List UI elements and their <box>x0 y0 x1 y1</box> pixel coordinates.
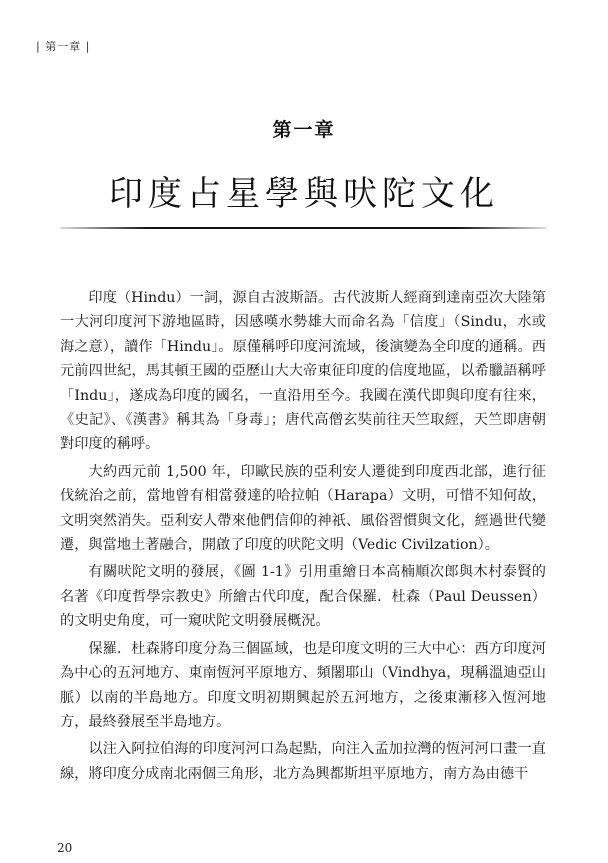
paragraph: 以注入阿拉伯海的印度河河口為起點，向注入孟加拉灣的恆河河口畫一直線，將印度分成南北兩個三角形，北方為興都斯坦平原地方，南方為由德干 <box>60 741 546 782</box>
running-head: | 第一章 | <box>36 40 91 53</box>
chapter-label: 第一章 <box>272 119 336 141</box>
paragraph: 印度（Hindu）一詞，源自古波斯語。古代波斯人經商到達南亞次大陸第一大河印度河下游地區時，因感嘆水勢雄大而命名為「信度」（Sindu，水或海之意），讀作「Hindu」。原僅稱呼印度河流域，後演變為全印度的通稱。西元前四世紀，馬其頓王國的亞歷山大大帝東征印度的信度地區，以希臘語稱呼「Indu」，遂成為印度的國名，一直沿用至今。我國在漢代即與印度有往來，《史記》、《漢書》稱其為「身毒」；唐代高僧玄奘前往天竺取經，天竺即唐朝對印度的稱呼。 <box>60 290 546 453</box>
title-rule <box>60 227 546 229</box>
body-text <box>60 286 546 789</box>
chapter-title: 印度占星學與吠陀文化 <box>109 174 499 214</box>
paragraph: 保羅．杜森將印度分為三個區域，也是印度文明的三大中心：西方印度河為中心的五河地方、東南恆河平原地方、頻闍耶山（Vindhya，現稱溫迪亞山脈）以南的半島地方。印度文明初期興起於五河地方，之後東漸移入恆河地方，最終發展至半島地方。 <box>60 640 546 730</box>
paragraph: 大約西元前 1,500 年，印歐民族的亞利安人遷徙到印度西北部，進行征伐統治之前，當地曾有相當發達的哈拉帕（Harapa）文明，可惜不知何故，文明突然消失。亞利安人帶來他們信仰的神祇、風俗習慣與文化，經過世代變遷，與當地土著融合，開啟了印度的吠陀文明（Vedic Civilzation）。 <box>60 463 546 554</box>
page-number: 20 <box>57 841 73 855</box>
paragraph: 有關吠陀文明的發展，《圖 1-1》引用重繪日本高楠順次郎與木村泰賢的名著《印度哲學宗教史》所繪古代印度，配合保羅．杜森（Paul Deussen）的文明史角度，可一窺吠陀文明發展概況。 <box>60 564 546 630</box>
